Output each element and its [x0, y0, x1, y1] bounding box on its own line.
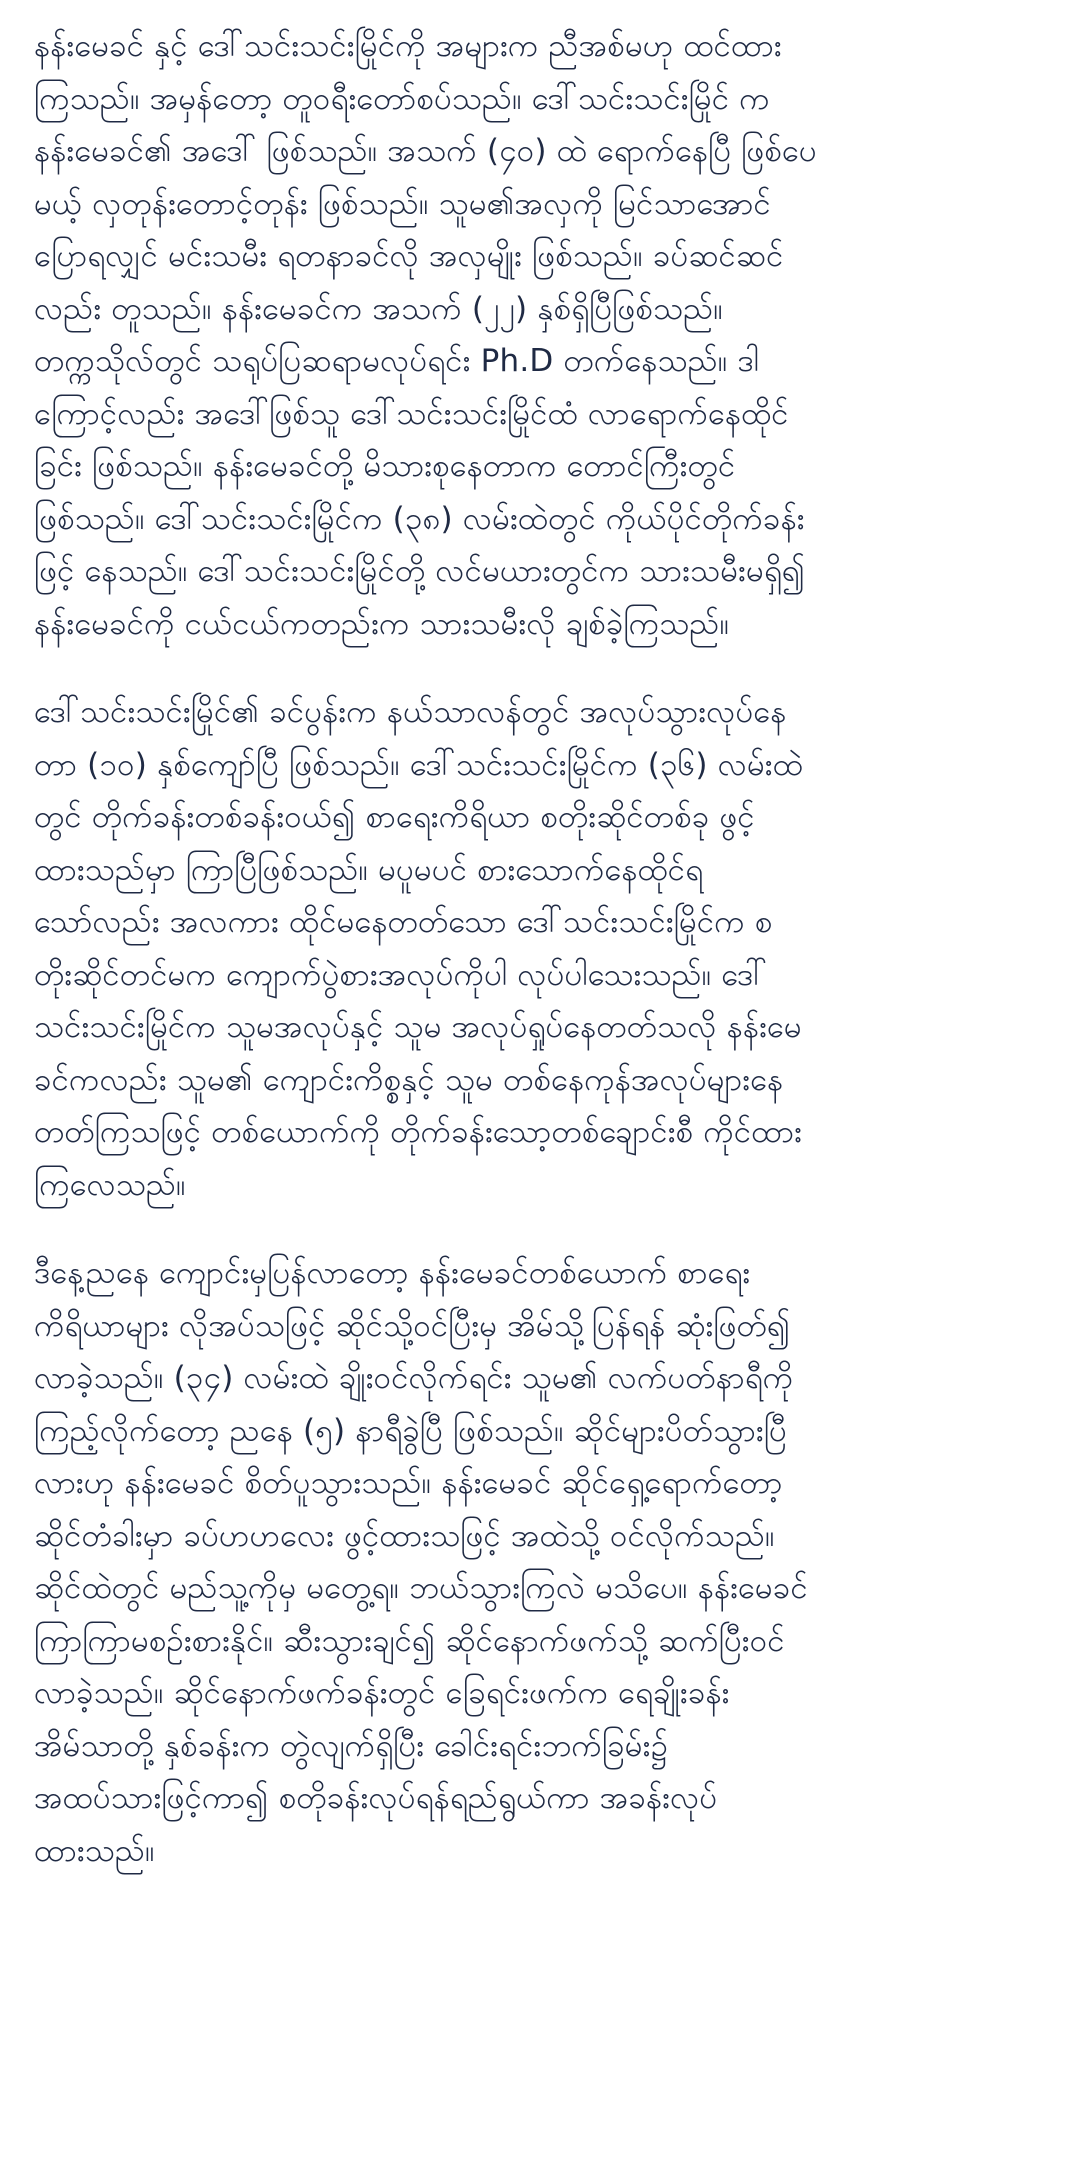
paragraph-line: နန်းမေခင် နှင့် ဒေါ်သင်းသင်းမြိုင်ကို အများက ညီအစ်မဟု ထင်ထား [34, 28, 782, 64]
paragraph-3 [34, 1247, 1046, 1877]
paragraph-line: တိုးဆိုင်တင်မက ကျောက်ပွဲစားအလုပ်ကိုပါ လုပ်ပါသေးသည်။ ဒေါ် [34, 956, 768, 993]
paragraph-line: လားဟု နန်းမေခင် စိတ်ပူသွားသည်။ နန်းမေခင် ဆိုင်ရှေ့ရောက်တော့ [34, 1465, 783, 1501]
paragraph-line: ကြသည်။ အမှန်တော့ တူဝရီးတော်စပ်သည်။ ဒေါ်သင်းသင်းမြိုင် က [34, 80, 770, 117]
article-body [34, 20, 1046, 1877]
paragraph-line: ကြာကြာမစဉ်းစားနိုင်။ ဆီးသွားချင်၍ ဆိုင်နောက်ဖက်သို့ ဆက်ပြီးဝင် [34, 1622, 785, 1659]
paragraph-line: ကြောင့်လည်း အဒေါ်ဖြစ်သူ ဒေါ်သင်းသင်းမြိုင်ထံ လာရောက်နေထိုင် [34, 395, 789, 432]
paragraph-line: ဒီနေ့ညနေ ကျောင်းမှပြန်လာတော့ နန်းမေခင်တစ်ယောက် စာရေး [34, 1255, 751, 1291]
paragraph-line: လာခဲ့သည်။ (၃၄) လမ်းထဲ ချိုးဝင်လိုက်ရင်း သူမ၏ လက်ပတ်နာရီကို [34, 1360, 794, 1396]
paragraph-line: ဖြစ်သည်။ ဒေါ်သင်းသင်းမြိုင်က (၃၈) လမ်းထဲတွင် ကိုယ်ပိုင်တိုက်ခန်း [34, 500, 805, 537]
paragraph-line: ပြောရလျှင် မင်းသမီး ရတနာခင်လို အလှမျိုး ဖြစ်သည်။ ခပ်ဆင်ဆင် [34, 238, 784, 274]
paragraph-line: သင်းသင်းမြိုင်က သူမအလုပ်နှင့် သူမ အလုပ်ရှုပ်နေတတ်သလို နန်းမေ [34, 1009, 802, 1045]
paragraph-line: ဒေါ်သင်းသင်းမြိုင်၏ ခင်ပွန်းက နယ်သာလန်တွင် အလုပ်သွားလုပ်နေ [34, 694, 787, 730]
paragraph-line: တွင် တိုက်ခန်းတစ်ခန်းဝယ်၍ စာရေးကိရိယာ စတိုးဆိုင်တစ်ခု ဖွင့် [34, 799, 755, 835]
paragraph-line: မယ့် လှတုန်းတောင့်တုန်း ဖြစ်သည်။ သူမ၏အလှကို မြင်သာအောင် [34, 185, 771, 222]
paragraph-1 [34, 20, 1046, 650]
paragraph-line: ကြလေသည်။ [34, 1166, 186, 1203]
paragraph-line: တတ်ကြသဖြင့် တစ်ယောက်ကို တိုက်ခန်းသော့တစ်ချောင်းစီ ကိုင်ထား [34, 1114, 803, 1150]
paragraph-line: သော်လည်း အလကား ထိုင်မနေတတ်သော ဒေါ်သင်းသင်းမြိုင်က စ [34, 904, 773, 940]
paragraph-line: ဆိုင်တံခါးမှာ ခပ်ဟဟလေး ဖွင့်ထားသဖြင့် အထဲသို့ ဝင်လိုက်သည်။ [34, 1517, 775, 1554]
paragraph-line: ကြည့်လိုက်တော့ ညနေ (၅) နာရီခွဲပြီ ဖြစ်သည်။ ဆိုင်များပိတ်သွားပြီ [34, 1412, 787, 1449]
paragraph-line: ကိရိယာများ လိုအပ်သဖြင့် ဆိုင်သို့ဝင်ပြီးမှ အိမ်သို့ပြန်ရန် ဆုံးဖြတ်၍ [34, 1307, 791, 1344]
paragraph-line: ခြင်း ဖြစ်သည်။ နန်းမေခင်တို့ မိသားစုနေတာက တောင်ကြီးတွင် [34, 448, 736, 484]
paragraph-line: အိမ်သာတို့ နှစ်ခန်းက တွဲလျက်ရှိပြီး ခေါင်းရင်းဘက်ခြမ်း၌ [34, 1727, 668, 1764]
paragraph-line: နန်းမေခင်၏ အဒေါ် ဖြစ်သည်။ အသက် (၄၀) ထဲ ရောက်နေပြီ ဖြစ်ပေ [34, 133, 817, 169]
paragraph-line: ခင်ကလည်း သူမ၏ ကျောင်းကိစ္စနှင့် သူမ တစ်နေကုန်အလုပ်များနေ [34, 1061, 784, 1098]
paragraph-line: ထားသည်။ [34, 1832, 155, 1869]
paragraph-line: လာခဲ့သည်။ ဆိုင်နောက်ဖက်ခန်းတွင် ခြေရင်းဖက်က ရေချိုးခန်း [34, 1675, 730, 1711]
paragraph-line: လည်း တူသည်။ နန်းမေခင်က အသက် (၂၂) နှစ်ရှိပြီဖြစ်သည်။ [34, 290, 723, 327]
paragraph-line: အထပ်သားဖြင့်ကာ၍ စတိုခန်းလုပ်ရန်ရည်ရွယ်ကာ အခန်းလုပ် [34, 1780, 718, 1816]
paragraph-2 [34, 686, 1046, 1211]
paragraph-line: တက္ကသိုလ်တွင် သရုပ်ပြဆရာမလုပ်ရင်း Ph.D တက်နေသည်။ ဒါ [34, 343, 760, 379]
paragraph-line: တာ (၁၀) နှစ်ကျော်ပြီ ဖြစ်သည်။ ဒေါ်သင်းသင်းမြိုင်က (၃၆) လမ်းထဲ [34, 746, 803, 783]
paragraph-line: ထားသည်မှာ ကြာပြီဖြစ်သည်။ မပူမပင် စားသောက်နေထိုင်ရ [34, 851, 704, 888]
paragraph-line: နန်းမေခင်ကို ငယ်ငယ်ကတည်းက သားသမီးလို ချစ်ခဲ့ကြသည်။ [34, 605, 730, 642]
paragraph-line: ဖြင့် နေသည်။ ဒေါ်သင်းသင်းမြိုင်တို့ လင်မယားတွင်က သားသမီးမရှိ၍ [34, 553, 806, 589]
paragraph-line: ဆိုင်ထဲတွင် မည်သူ့ကိုမှ မတွေ့ရ။ ဘယ်သွားကြလဲ မသိပေ။ နန်းမေခင် [34, 1570, 808, 1606]
